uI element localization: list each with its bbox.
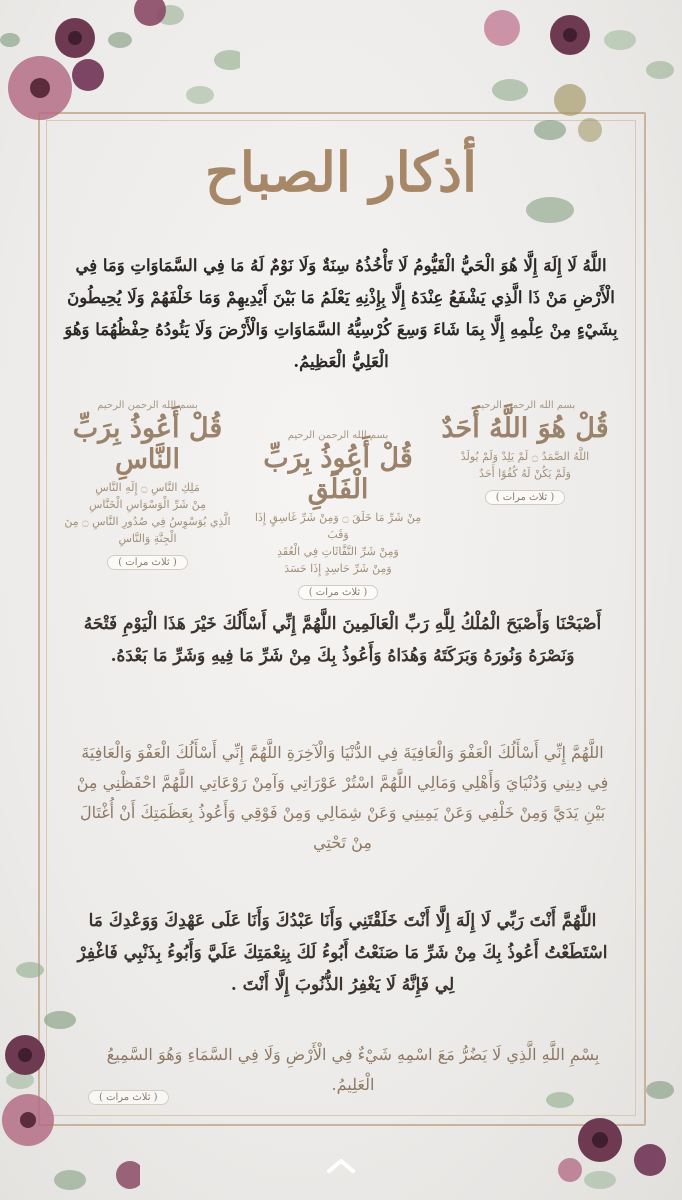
sura-basmala: بسم الله الرحمن الرحيم [474,400,576,411]
sura-name: قُلْ أَعُوذُ بِرَبِّ الْفَلَقِ [263,443,413,505]
sura-nas [60,400,235,570]
sura-verse: اللَّهُ الصَّمَدُ ۝ لَمْ يَلِدْ وَلَمْ يُولَدْ [460,450,590,463]
repeat-badge: ( ثلاث مرات ) [485,490,566,505]
repeat-badge: ( ثلاث مرات ) [107,555,188,570]
sura-verse: وَمِنْ شَرِّ النَّفَّاثَاتِ فِي الْعُقَدِ [277,545,399,558]
dhikr-afw: اللَّهُمَّ إِنِّي أَسْأَلُكَ الْعَفْوَ وَالْعَافِيَةَ فِي الدُّنْيَا وَالْآخِرَةِ اللَّهُمَّ إِنِّي أَسْأَلُكَ الْعَفْوَ وَالْعَافِيَةَ فِي دِينِي وَدُنْيَايَ وَأَهْلِي وَمَالِي اللَّهُمَّ اسْتُرْ عَوْرَاتِي وَآمِنْ رَوْعَاتِي اللَّهُمَّ احْفَظْنِي مِنْ بَيْنِ يَدَيَّ وَمِنْ خَلْفِي وَعَنْ يَمِينِي وَعَنْ شِمَالِي وَمِنْ فَوْقِي وَأَعُوذُ بِعَظَمَتِكَ أَنْ أُغْتَالَ مِنْ تَحْتِي [76,743,609,852]
chevron-up-icon[interactable] [321,1153,361,1179]
page-title: أذكار الصباح [205,140,477,204]
sura-verse: مِنْ شَرِّ مَا خَلَقَ ۝ وَمِنْ شَرِّ غَاسِقٍ إِذَا وَقَبَ [254,511,422,541]
floral-top-right [470,0,682,250]
sura-verses [60,479,235,547]
sura-verse: الَّذِي يُوَسْوِسُ فِي صُدُورِ النَّاسِ ۝ مِنَ الْجِنَّةِ وَالنَّاسِ [64,515,231,545]
sura-basmala: بسم الله الرحمن الرحيم [97,400,198,411]
dhikr-bismillah: بِسْمِ اللَّهِ الَّذِي لَا يَضُرُّ مَعَ اسْمِهِ شَيْءٌ فِي الْأَرْضِ وَلَا فِي السَّمَاءِ وَهُوَ السَّمِيعُ الْعَلِيمُ. [106,1045,600,1094]
sura-basmala: بسم الله الرحمن الرحيم [287,430,389,441]
repeat-badge: ( ثلاث مرات ) [298,585,379,600]
sura-verse: وَمِنْ شَرِّ حَاسِدٍ إِذَا حَسَدَ [284,562,392,575]
sura-verse: مِنْ شَرِّ الْوَسْوَاسِ الْخَنَّاسِ [88,498,207,511]
sura-verses [248,509,428,577]
repeat-badge: ( ثلاث مرات ) [88,1090,169,1105]
sura-verse: وَلَمْ يَكُنْ لَهُ كُفُوًا أَحَدٌ [479,467,571,480]
ayat-al-kursi: اللَّهُ لَا إِلَهَ إِلَّا هُوَ الْحَيُّ الْقَيُّومُ لَا تَأْخُذُهُ سِنَةٌ وَلَا نَوْمٌ لَهُ مَا فِي السَّمَاوَاتِ وَمَا فِي الْأَرْضِ مَنْ ذَا الَّذِي يَشْفَعُ عِنْدَهُ إِلَّا بِإِذْنِهِ يَعْلَمُ مَا بَيْنَ أَيْدِيهِمْ وَمَا خَلْفَهُمْ وَلَا يُحِيطُونَ بِشَيْءٍ مِنْ عِلْمِهِ إِلَّا بِمَا شَاءَ وَسِعَ كُرْسِيُّهُ السَّمَاوَاتِ وَالْأَرْضَ وَلَا يَئُودُهُ حِفْظُهُمَا وَهُوَ الْعَلِيُّ الْعَظِيمُ. [64,256,618,371]
floral-top-left [0,0,240,130]
sura-falaq [248,430,428,600]
dhikr-sayyid-istighfar: اللَّهُمَّ أَنْتَ رَبِّي لَا إِلَهَ إِلَّا أَنْتَ خَلَقْتَنِي وَأَنَا عَبْدُكَ وَأَنَا عَلَى عَهْدِكَ وَوَعْدِكَ مَا اسْتَطَعْتُ أَعُوذُ بِكَ مِنْ شَرِّ مَا صَنَعْتُ أَبُوءُ لَكَ بِنِعْمَتِكَ عَلَيَّ وَأَبُوءُ بِذَنْبِي فَاغْفِرْ لِي فَإِنَّهُ لَا يَغْفِرُ الذُّنُوبَ إِلَّا أَنْتَ . [77,911,608,995]
sura-name: قُلْ أَعُوذُ بِرَبِّ النَّاسِ [72,413,223,475]
sura-verse: مَلِكِ النَّاسِ ۝ إِلَهِ النَّاسِ [95,481,200,494]
sura-ikhlas [440,400,610,505]
sura-verses [440,448,610,482]
sura-name: قُلْ هُوَ اللَّهُ أَحَدٌ [441,413,609,444]
dhikr-asbahna: أَصْبَحْنَا وَأَصْبَحَ الْمُلْكُ لِلَّهِ رَبِّ الْعَالَمِينَ اللَّهُمَّ إِنِّي أَسْأَلُكَ خَيْرَ هَذَا الْيَوْمِ فَتْحَهُ وَنَصْرَهُ وَنُورَهُ وَبَرَكَتَهُ وَهُدَاهُ وَأَعُوذُ بِكَ مِنْ شَرِّ مَا فِيهِ وَشَرِّ مَا بَعْدَهُ. [83,614,602,666]
